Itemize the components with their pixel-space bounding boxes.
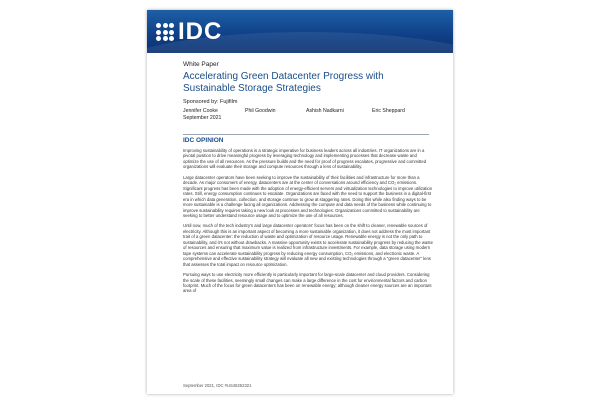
section-heading: IDC OPINION [183,137,224,144]
document-page [147,10,453,394]
section-divider [183,134,429,135]
author-name: Jennifer Cooke [183,108,218,114]
page-footer: September 2021, IDC #US48252321 [183,383,252,388]
author-name: Phil Goodwin [245,108,276,114]
publication-date: September 2021 [183,115,222,121]
body-text [183,148,433,299]
paragraph: Pursuing ways to use electricity more efficiently is particularly important for large-scale datacenter and cloud providers. Considering the scale of these facilities, seemingly small changes can make a large difference in the cost for environmental factors and carbon footprint. Much of the focus for green datacenters has been on renewable energy; although cleaner energy sources are an important area of [183,272,432,294]
header-banner [147,10,453,53]
logo-dots-icon [156,23,174,41]
sponsor-line: Sponsored by: Fujifilm [183,99,238,105]
author-name: Ashish Nadkarni [306,108,344,114]
author-name: Eric Sheppard [372,108,405,114]
document-type: White Paper [183,61,219,68]
paragraph: Until now, much of the tech industry's and large datacenter operators' focus has been on the shift to cleaner, renewable sources of electricity. Although this is an important aspect of becoming a more sustainable organization, it does not address the most important trait of a green datacenter: the reduction of waste and optimization of resource usage. Renewable energy is not the only path to sustainability, and it's not without drawbacks. A massive opportunity exists to accelerate sustainability progress by reducing the waste of resources and ensuring that maximum value is realized from infrastructure investments. For example, data storage using modern tape systems can accelerate sustainability progress by reducing energy consumption, CO₂ emissions, and electronic waste. A comprehensive and effective sustainability strategy will evaluate all new and existing technologies through a "green datacenter" lens that assesses the total impact on resource optimization. [183,223,433,267]
logo-text: IDC [178,18,223,45]
paragraph: Improving sustainability of operations is a strategic imperative for business leaders across all industries. IT organizations are in a pivotal position to drive meaningful progress by leveraging technology and implementing processes that decrease waste and optimize the use of all resources. As the pressure builds and the need for proof of progress escalates, progressive and committed organizations will evaluate their storage and compute resources through a lens of sustainability. [183,148,427,170]
idc-logo [156,19,222,45]
document-title: Accelerating Green Datacenter Progress with Sustainable Storage Strategies [183,71,384,94]
paragraph: Large datacenter operators have been seeking to improve the sustainability of their facilities and infrastructure for more than a decade. As major consumers of energy, datacenters are at the center of conversations around efficiency and CO₂ emissions. Significant progress has been made with the adoption of energy-efficient servers and virtualization technologies to improve utilization rates. Still, energy consumption continues to escalate. Organizations are faced with the need to support the business in a digital-first era in which data generation, collection, and storage continue to grow at staggering rates. Doing this while also finding ways to be more sustainable is a challenge facing all organizations. Addressing the compute and data needs of the business while continuing to improve sustainability requires taking a new look at processes and technologies. Organizations committed to sustainability are seeking to better understand resource usage and to optimize the use of all resources. [183,174,433,218]
